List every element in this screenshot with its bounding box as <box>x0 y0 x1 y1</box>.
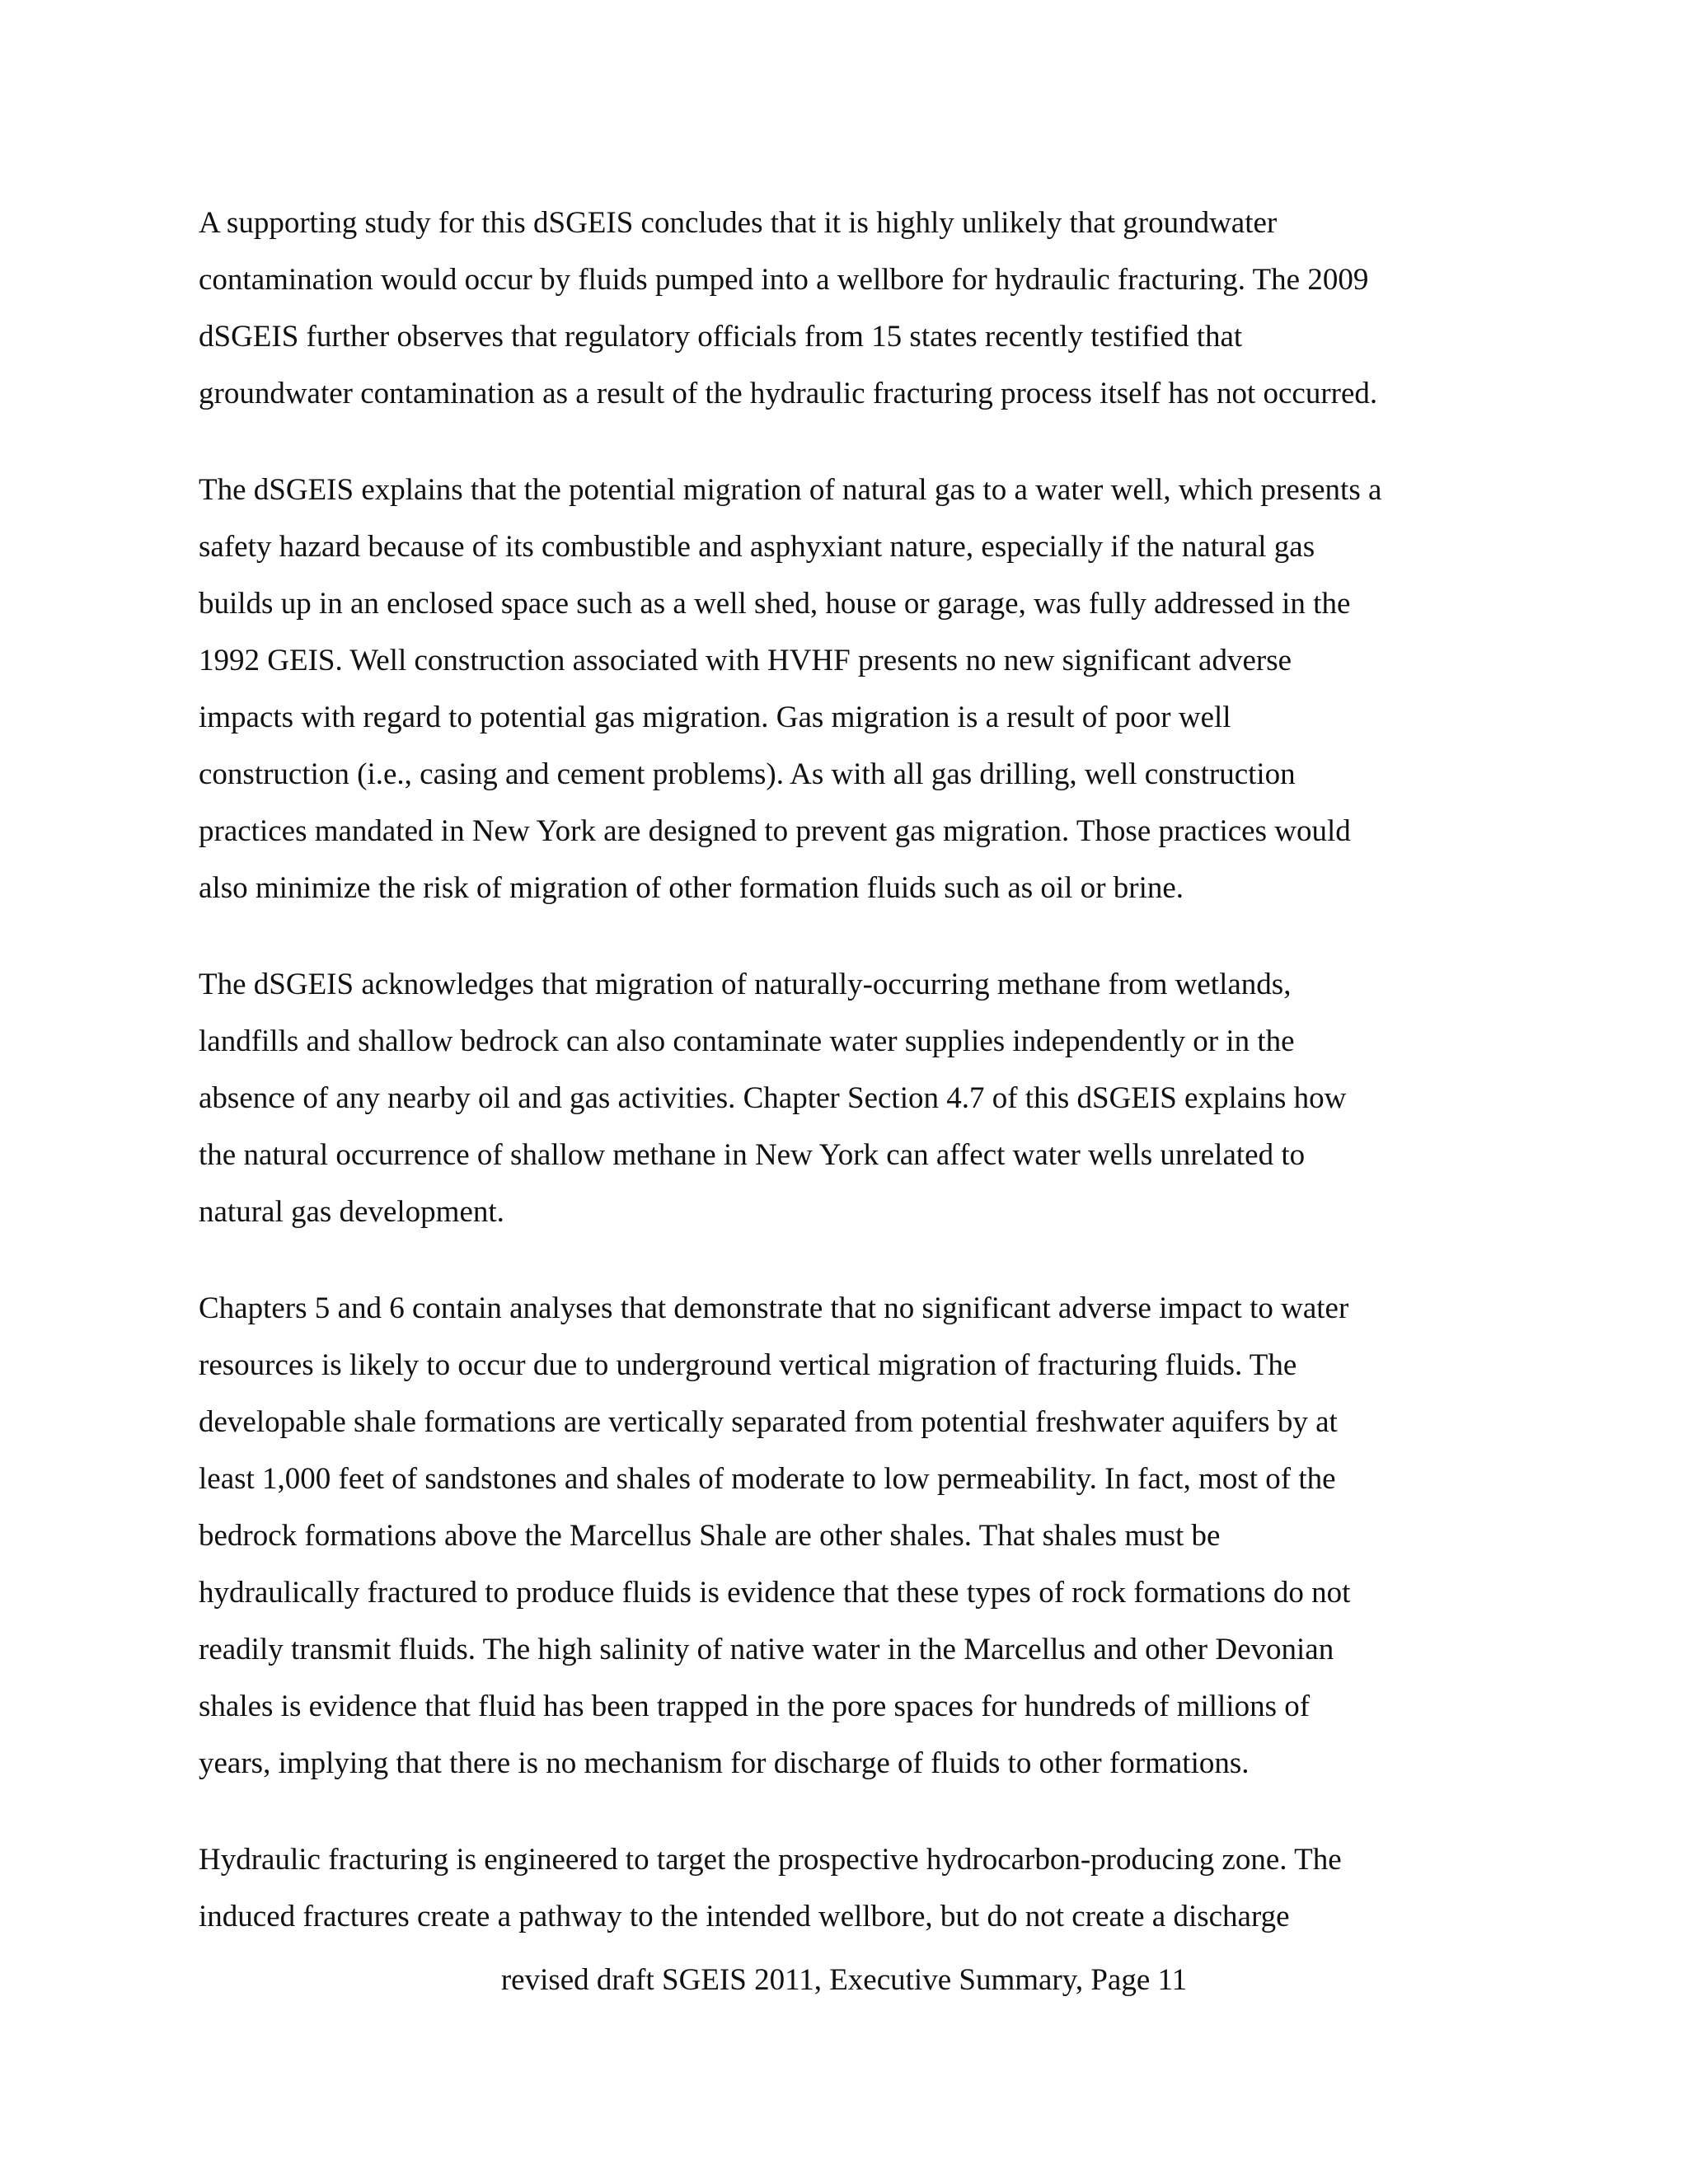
text-line: groundwater contamination as a result of the hydraulic fracturing process itself has not occurred. <box>199 377 1378 410</box>
text-line: practices mandated in New York are designed to prevent gas migration. Those practices would <box>199 814 1351 848</box>
paragraph-5 <box>199 1831 1493 1945</box>
text-line: safety hazard because of its combustible and asphyxiant nature, especially if the natural gas <box>199 530 1315 564</box>
text-line: impacts with regard to potential gas migration. Gas migration is a result of poor well <box>199 701 1231 734</box>
text-line: resources is likely to occur due to underground vertical migration of fracturing fluids. The <box>199 1348 1297 1382</box>
paragraph-1 <box>199 194 1493 422</box>
text-line: years, implying that there is no mechanism for discharge of fluids to other formations. <box>199 1746 1250 1780</box>
text-line: absence of any nearby oil and gas activities. Chapter Section 4.7 of this dSGEIS explains how <box>199 1081 1347 1115</box>
text-line: least 1,000 feet of sandstones and shales of moderate to low permeability. In fact, most of the <box>199 1462 1336 1496</box>
text-line: The dSGEIS explains that the potential migration of natural gas to a water well, which presents a <box>199 473 1382 507</box>
paragraph-2 <box>199 462 1493 916</box>
text-line: bedrock formations above the Marcellus Shale are other shales. That shales must be <box>199 1519 1221 1553</box>
paragraph-4 <box>199 1280 1493 1792</box>
text-line: Hydraulic fracturing is engineered to target the prospective hydrocarbon-producing zone. The <box>199 1843 1342 1877</box>
text-line: contamination would occur by fluids pumped into a wellbore for hydraulic fracturing. The 2009 <box>199 263 1369 297</box>
paragraph-3 <box>199 956 1493 1240</box>
text-line: dSGEIS further observes that regulatory officials from 15 states recently testified that <box>199 320 1243 354</box>
text-line: natural gas development. <box>199 1195 504 1229</box>
text-line: shales is evidence that fluid has been trapped in the pore spaces for hundreds of millions of <box>199 1690 1311 1723</box>
text-line: builds up in an enclosed space such as a well shed, house or garage, was fully addressed in the <box>199 587 1351 621</box>
text-line: induced fractures create a pathway to the intended wellbore, but do not create a discharge <box>199 1900 1290 1933</box>
text-line: hydraulically fractured to produce fluids is evidence that these types of rock formations do not <box>199 1576 1351 1610</box>
text-line: 1992 GEIS. Well construction associated with HVHF presents no new significant adverse <box>199 644 1292 677</box>
text-line: construction (i.e., casing and cement problems). As with all gas drilling, well construction <box>199 757 1296 791</box>
text-line: Chapters 5 and 6 contain analyses that demonstrate that no significant adverse impact to water <box>199 1291 1349 1325</box>
text-line: the natural occurrence of shallow methane in New York can affect water wells unrelated to <box>199 1138 1306 1172</box>
text-line: landfills and shallow bedrock can also contaminate water supplies independently or in the <box>199 1024 1295 1058</box>
text-line: A supporting study for this dSGEIS concludes that it is highly unlikely that groundwater <box>199 206 1278 240</box>
page-footer: revised draft SGEIS 2011, Executive Summary, Page 11 <box>500 1963 1188 1997</box>
document-body <box>199 194 1493 1985</box>
text-line: developable shale formations are vertically separated from potential freshwater aquifers by at <box>199 1405 1338 1439</box>
text-line: also minimize the risk of migration of other formation fluids such as oil or brine. <box>199 871 1184 905</box>
text-line: The dSGEIS acknowledges that migration of naturally-occurring methane from wetlands, <box>199 968 1292 1001</box>
text-line: readily transmit fluids. The high salinity of native water in the Marcellus and other Devonian <box>199 1633 1334 1666</box>
